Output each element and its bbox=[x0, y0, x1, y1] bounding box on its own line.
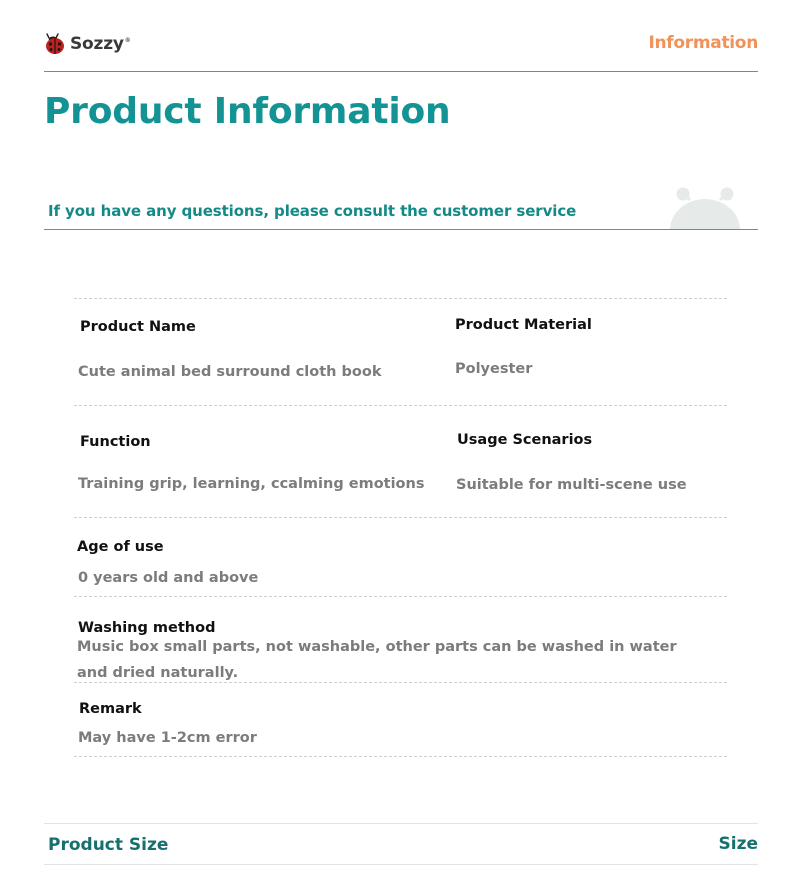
row-divider bbox=[74, 596, 727, 597]
usage-scenarios-label: Usage Scenarios bbox=[457, 432, 593, 448]
product-material-value: Polyester bbox=[455, 361, 533, 377]
remark-label: Remark bbox=[79, 701, 142, 717]
row-divider bbox=[74, 756, 727, 757]
brand-name: Sozzy® bbox=[70, 34, 131, 54]
footer-divider bbox=[44, 823, 758, 824]
product-name-label: Product Name bbox=[80, 319, 196, 335]
customer-service-notice: If you have any questions, please consult the customer service bbox=[48, 202, 577, 220]
row-divider bbox=[74, 298, 727, 299]
ladybug-mascot-icon bbox=[668, 184, 742, 230]
function-label: Function bbox=[80, 434, 151, 450]
washing-method-label: Washing method bbox=[78, 620, 216, 636]
brand-logo bbox=[44, 31, 131, 57]
function-value: Training grip, learning, ccalming emotions bbox=[78, 476, 425, 492]
page-title: Product Information bbox=[44, 91, 451, 132]
row-divider bbox=[74, 682, 727, 683]
footer-divider-bottom bbox=[44, 864, 758, 865]
product-material-label: Product Material bbox=[455, 317, 592, 333]
product-name-value: Cute animal bed surround cloth book bbox=[78, 364, 382, 380]
page-header bbox=[44, 28, 758, 72]
brand-trademark: ® bbox=[124, 37, 131, 45]
age-of-use-label: Age of use bbox=[77, 539, 164, 555]
usage-scenarios-value: Suitable for multi-scene use bbox=[456, 477, 687, 493]
washing-method-value: Music box small parts, not washable, other parts can be washed in water and dried naturally. bbox=[77, 639, 677, 681]
notice-divider bbox=[44, 229, 758, 230]
ladybug-logo-icon bbox=[44, 32, 68, 56]
header-divider bbox=[44, 71, 758, 72]
section-tag: Information bbox=[648, 33, 758, 53]
age-of-use-value: 0 years old and above bbox=[78, 570, 259, 586]
product-size-heading: Product Size bbox=[48, 835, 169, 855]
row-divider bbox=[74, 405, 727, 406]
row-divider bbox=[74, 517, 727, 518]
remark-value: May have 1-2cm error bbox=[78, 730, 257, 746]
size-tag: Size bbox=[718, 834, 758, 854]
